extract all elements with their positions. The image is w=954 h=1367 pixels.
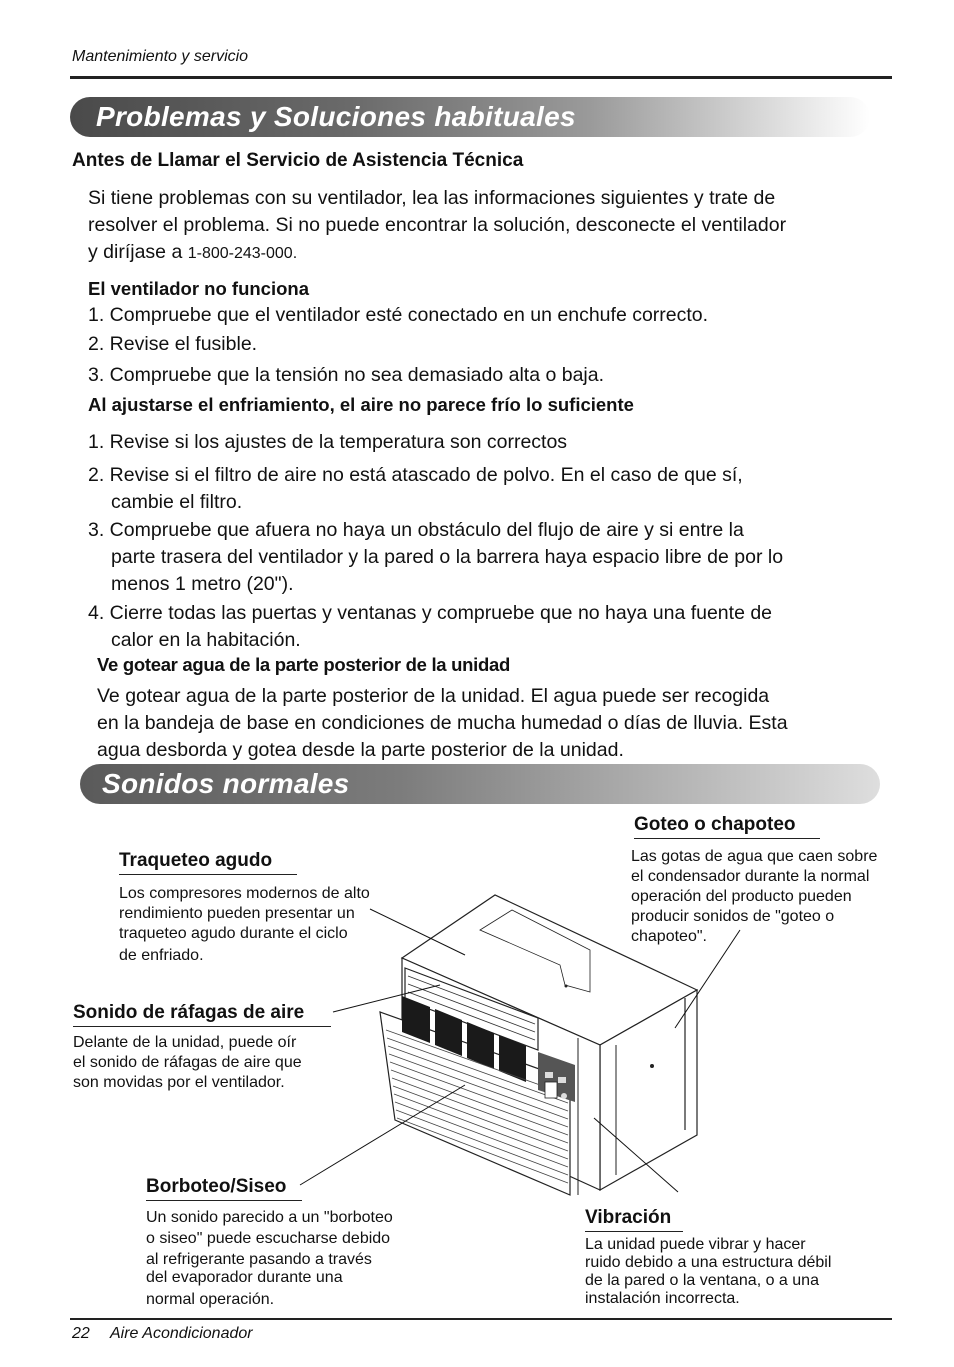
callout-borboteo-rule xyxy=(146,1200,302,1201)
callout-vibracion xyxy=(585,1207,683,1232)
fan-item-2: 2. Revise el fusible. xyxy=(88,333,258,355)
callout-goteo-line: Las gotas de agua que caen sobre xyxy=(631,848,878,865)
page-number: 22 xyxy=(72,1325,90,1342)
callout-borboteo xyxy=(146,1176,302,1201)
drip-line-1: Ve gotear agua de la parte posterior de la unidad. El agua puede ser recogida xyxy=(97,685,770,707)
callout-goteo-line: chapoteo". xyxy=(631,928,707,945)
section-title-sounds: Sonidos normales xyxy=(102,768,350,799)
drip-line-2: en la bandeja de base en condiciones de mucha humedad o días de lluvia. Esta xyxy=(97,712,788,734)
callout-vibracion-line: de la pared o la ventana, o a una xyxy=(585,1272,819,1289)
heading-fan-not-working: El ventilador no funciona xyxy=(88,278,309,299)
intro-line-2: resolver el problema. Si no puede encontrar la solución, desconecte el ventilador xyxy=(88,214,787,236)
callout-vibracion-line: instalación incorrecta. xyxy=(585,1290,740,1307)
callout-vibracion-line: ruido debido a una estructura débil xyxy=(585,1254,832,1271)
section-title-problems: Problemas y Soluciones habituales xyxy=(96,101,576,132)
callout-vibracion-text xyxy=(585,1236,905,1308)
cool-item-4-line-a: 4. Cierre todas las puertas y ventanas y compruebe que no haya una fuente de xyxy=(88,602,773,624)
callout-traqueteo-rule xyxy=(119,874,297,875)
callout-traqueteo-line: Los compresores modernos de alto xyxy=(119,885,370,902)
callout-vibracion-title: Vibración xyxy=(585,1207,672,1228)
fan-item-3: 3. Compruebe que la tensión no sea demasiado alta o baja. xyxy=(88,364,605,386)
callout-borboteo-line: o siseo" puede escucharse debido xyxy=(146,1230,391,1247)
heading-drip: Ve gotear agua de la parte posterior de la unidad xyxy=(97,654,510,675)
fan-item-1: 1. Compruebe que el ventilador esté conectado en un enchufe correcto. xyxy=(88,304,709,326)
callout-rafagas-line: el sonido de ráfagas de aire que xyxy=(73,1054,302,1071)
cool-item-3-line-b: parte trasera del ventilador y la pared o la barrera haya espacio libre de por lo xyxy=(111,546,784,568)
callout-borboteo-line: del evaporador durante una xyxy=(146,1269,343,1286)
callout-goteo-text xyxy=(631,847,931,947)
callout-rafagas-rule xyxy=(73,1026,331,1027)
callout-traqueteo-text xyxy=(119,884,419,966)
callout-traqueteo xyxy=(119,850,297,875)
callout-traqueteo-line: traqueteo agudo durante el ciclo xyxy=(119,925,348,942)
callout-goteo-line: el condensador durante la normal xyxy=(631,868,870,885)
callout-goteo-title: Goteo o chapoteo xyxy=(634,814,796,835)
callout-borboteo-text xyxy=(146,1207,446,1308)
cool-item-3-line-c: menos 1 metro (20"). xyxy=(111,573,294,595)
drip-line-3: agua desborda y gotea desde la parte posterior de la unidad. xyxy=(97,739,624,761)
intro-line-1: Si tiene problemas con su ventilador, lea las informaciones siguientes y trate de xyxy=(88,187,776,209)
cool-item-3-line-a: 3. Compruebe que afuera no haya un obstáculo del flujo de aire y si entre la xyxy=(88,519,744,541)
subtitle-before-calling: Antes de Llamar el Servicio de Asistencia Técnica xyxy=(72,150,524,171)
callout-goteo-line: operación del producto pueden xyxy=(631,888,852,905)
footer-rule xyxy=(70,1318,892,1320)
callout-vibracion-line: La unidad puede vibrar y hacer xyxy=(585,1236,806,1253)
callout-rafagas-line: Delante de la unidad, puede oír xyxy=(73,1034,297,1051)
callout-borboteo-line: Un sonido parecido a un "borboteo xyxy=(146,1209,393,1226)
cool-item-2-line-b: cambie el filtro. xyxy=(111,491,243,513)
footer-label: Aire Acondicionador xyxy=(110,1325,253,1342)
heading-cooling: Al ajustarse el enfriamiento, el aire no parece frío lo suficiente xyxy=(88,394,634,415)
callout-vibracion-rule xyxy=(585,1231,683,1232)
callout-rafagas-line: son movidas por el ventilador. xyxy=(73,1074,285,1091)
callout-traqueteo-title: Traqueteo agudo xyxy=(119,850,273,871)
callout-borboteo-title: Borboteo/Siseo xyxy=(146,1176,287,1197)
cool-item-4-line-b: calor en la habitación. xyxy=(111,629,301,651)
intro-line-3-text: y diríjase a xyxy=(88,241,183,263)
callout-goteo xyxy=(634,814,820,839)
callout-borboteo-line: normal operación. xyxy=(146,1291,275,1308)
callout-goteo-rule xyxy=(634,838,820,839)
callout-rafagas xyxy=(73,1002,331,1027)
callout-rafagas-text xyxy=(73,1033,353,1093)
callout-traqueteo-line: rendimiento pueden presentar un xyxy=(119,905,355,922)
callout-rafagas-title: Sonido de ráfagas de aire xyxy=(73,1002,305,1023)
callout-borboteo-line: al refrigerante pasando a través xyxy=(146,1251,372,1268)
running-header: Mantenimiento y servicio xyxy=(72,48,249,65)
phone-number: 1-800-243-000. xyxy=(187,245,298,262)
cool-item-2-line-a: 2. Revise si el filtro de aire no está atascado de polvo. En el caso de que sí, xyxy=(88,464,743,486)
callout-traqueteo-line: de enfriado. xyxy=(119,947,204,964)
cool-item-1: 1. Revise si los ajustes de la temperatura son correctos xyxy=(88,431,568,453)
callout-goteo-line: producir sonidos de "goteo o xyxy=(631,908,835,925)
